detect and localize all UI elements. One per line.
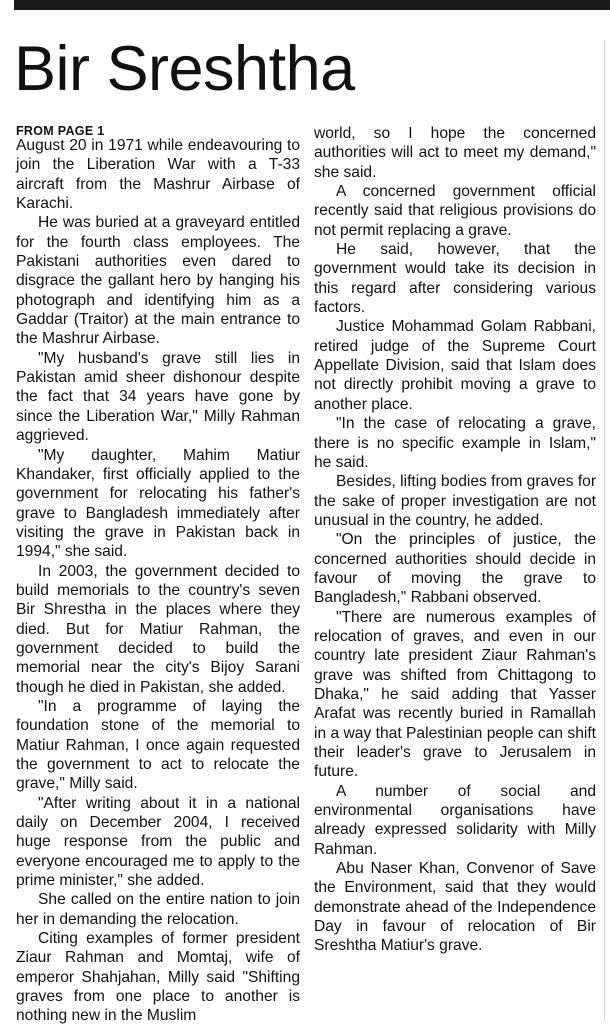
- paragraph: Besides, lifting bodies from graves for the sake of proper investigation are not unusual in the country, he added.: [314, 473, 597, 529]
- paragraph: In 2003, the government decided to build memorials to the country's seven Bir Shrestha in the places where they died. But for Matiur Rahman, the government decided to build the memorial near the city's Bijoy Sarani though he died in Pakistan, she added.: [16, 562, 300, 696]
- paragraph: She called on the entire nation to join her in demanding the relocation.: [16, 891, 300, 928]
- paragraph: Citing examples of former president Ziaur Rahman and Momtaj, wife of emperor Shahjahan, Milly said "Shifting graves from one place to another is nothing new in the Muslim: [16, 930, 300, 1025]
- paragraph: "On the principles of justice, the concerned authorities should decide in favour of moving the grave to Bangladesh," Rabbani observed.: [314, 531, 596, 607]
- paragraph: Justice Mohammad Golam Rabbani, retired judge of the Supreme Court Appellate Division, said that Islam does not directly prohibit moving a grave to another place.: [314, 318, 596, 413]
- right-column: [314, 124, 596, 956]
- paragraph: "My daughter, Mahim Matiur Khandaker, first officially applied to the government for relocating his father's grave to Bangladesh immediately after visiting the grave in Pakistan back in 1994," she said.: [16, 446, 300, 561]
- paragraph: Abu Naser Khan, Convenor of Save the Environment, said that they would demonstrate ahead of the Independence Day in favour of relocation of Bir Sreshtha Matiur's grave.: [314, 860, 596, 955]
- kicker: FROM PAGE 1: [16, 124, 105, 138]
- paragraph: "My husband's grave still lies in Pakistan amid sheer dishonour despite the fact that 34 years have gone by since the Liberation War," Milly Rahman aggrieved.: [16, 349, 300, 445]
- paragraph: He said, however, that the government would take its decision in this regard after considering various factors.: [314, 241, 596, 317]
- paragraph: "In the case of relocating a grave, there is no specific example in Islam," he said.: [314, 415, 596, 471]
- top-rule: [14, 0, 610, 10]
- paragraph: "In a programme of laying the foundation stone of the memorial to Matiur Rahman, I once again requested the government to act to relocate the grave," Milly said.: [16, 697, 300, 793]
- paragraph: August 20 in 1971 while endeavouring to join the Liberation War with a T-33 aircraft from the Mashrur Airbase of Karachi.: [16, 137, 300, 213]
- paragraph: "After writing about it in a national daily on December 2004, I received huge response from the public and everyone encouraged me to apply to the prime minister," she added.: [16, 794, 300, 890]
- paragraph: "There are numerous examples of relocation of graves, and even in our country late president Ziaur Rahman's grave was shifted from Chittagong to Dhaka," he said adding that Yasser Arafat was recently buried in Ramallah in a way that Palestinian people can shift their leader's grave to Jerusalem in future.: [314, 608, 596, 781]
- headline: Bir Sreshtha: [14, 34, 355, 104]
- paragraph: A concerned government official recently said that religious provisions do not permit replacing a grave.: [314, 183, 596, 239]
- paragraph: He was buried at a graveyard entitled for the fourth class employees. The Pakistani authorities even dared to disgrace the gallant hero by hanging his photograph and identifying him as a Gaddar (Traitor) at the main entrance to the Mashrur Airbase.: [16, 214, 300, 348]
- left-column: [16, 124, 300, 1026]
- paragraph: world, so I hope the concerned authorities will act to meet my demand," she said.: [314, 125, 596, 181]
- page-edge-rule: [604, 40, 605, 1020]
- paragraph: A number of social and environmental organisations have already expressed solidarity with Milly Rahman.: [314, 782, 596, 858]
